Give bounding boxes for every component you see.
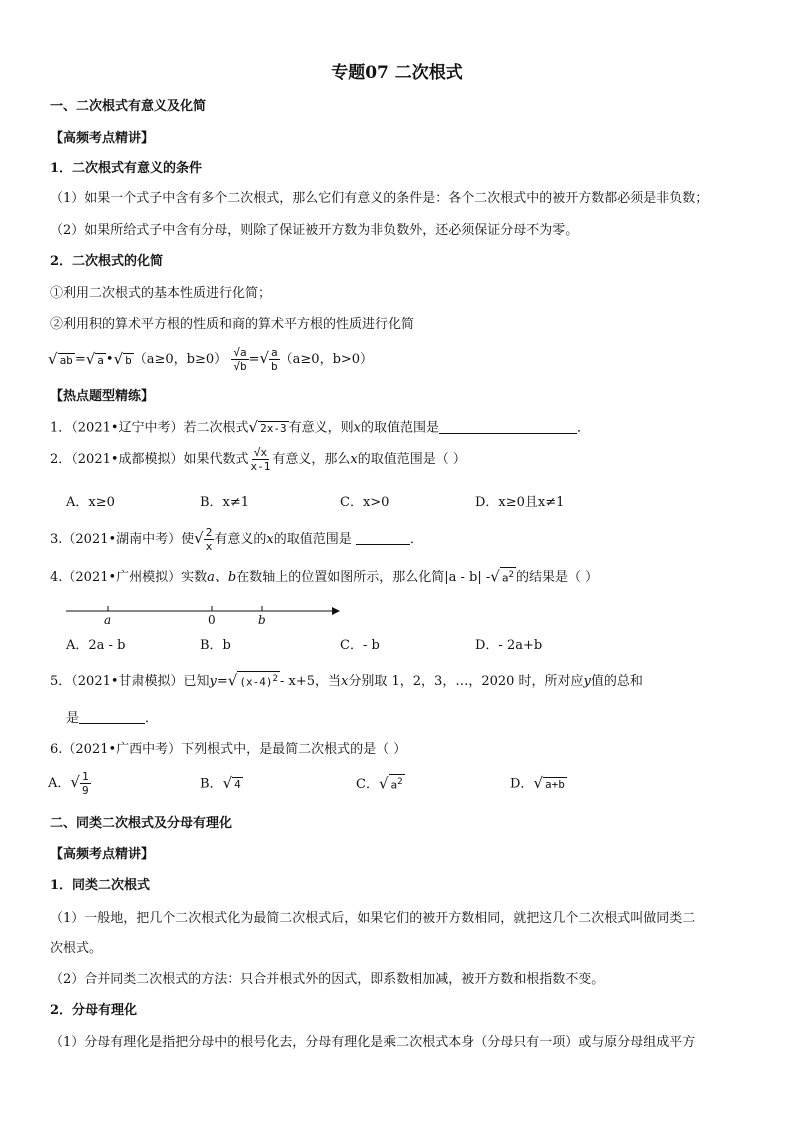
q6-option-c[interactable]: C．√ $a^2$ <box>356 774 403 793</box>
formula-line: √ ab =√ a •√ b （a≥0，b≥0） $\frac{√a}{√b}$ =√ $\frac{a}{b}$ （a≥0，b>0） <box>48 346 374 373</box>
answer-blank-1[interactable] <box>439 420 577 434</box>
condition-2: （a≥0，b>0） <box>279 352 374 367</box>
page-title: 专题07 二次根式 <box>331 63 463 83</box>
section-1-tag: 【高频考点精讲】 <box>50 131 155 146</box>
sqrt-ab: √ ab <box>48 349 73 368</box>
s2-point-2-title: 2．分母有理化 <box>50 1003 138 1018</box>
point-2-line-1: ①利用二次根式的基本性质进行化简； <box>50 286 272 301</box>
axis-label-a: a <box>104 613 112 627</box>
quotient-left: $\frac{√a}{√b}$ <box>233 346 247 373</box>
section-2-heading: 二、同类二次根式及分母有理化 <box>50 816 233 831</box>
s2-point-2-line-1: （1）分母有理化是指把分母中的根号化去，分母有理化是乘二次根式本身（分母只有一项）或与原分母组成平方 <box>50 1035 696 1050</box>
question-4: 4.（2021•广州模拟）实数a、b在数轴上的位置如图所示，那么化简|a - b| -√ $a^2$ 的结果是（ ） <box>50 567 599 586</box>
sqrt-a: √ a <box>85 349 104 368</box>
q2-option-b[interactable]: B．x≠1 <box>200 495 250 510</box>
q4-option-c[interactable]: C．- b <box>340 638 380 653</box>
s2-point-1-line-1b: 次根式。 <box>50 941 103 956</box>
q2-option-c[interactable]: C．x>0 <box>340 495 390 510</box>
point-1-line-1: （1）如果一个式子中含有多个二次根式，那么它们有意义的条件是：各个二次根式中的被开方数都必须是非负数； <box>50 191 709 206</box>
question-5: 5．（2021•甘肃模拟）已知y=√ $(x-4)^2 - x+5$，当x分别取 1，2，3，…，2020 时，所对应y值的总和 <box>50 671 643 690</box>
point-1-title: 1．二次根式有意义的条件 <box>50 161 203 176</box>
q2-option-a[interactable]: A．x≥0 <box>66 495 115 510</box>
point-2-line-2: ②利用积的算术平方根的性质和商的算术平方根的性质进行化简 <box>50 317 415 332</box>
axis-label-b: b <box>258 613 266 627</box>
s2-point-1-line-2: （2）合并同类二次根式的方法：只合并根式外的因式，即系数相加减，被开方数和根指数不变。 <box>50 972 605 987</box>
q4-option-a[interactable]: A．2a - b <box>66 638 126 653</box>
q6-option-b[interactable]: B．√ 4 <box>200 774 241 792</box>
section-1-heading: 一、二次根式有意义及化简 <box>50 99 207 114</box>
section-1-tag-2: 【热点题型精练】 <box>50 389 155 404</box>
q4-option-d[interactable]: D．- 2a+b <box>475 638 543 653</box>
s2-point-1-title: 1．同类二次根式 <box>50 878 151 893</box>
arrow-icon <box>332 607 340 615</box>
q6-option-d[interactable]: D．√ a+b <box>510 774 565 792</box>
q6-option-a[interactable]: A．√ $\frac{1}{9}$ <box>48 770 89 797</box>
sqrt-b: √ b <box>113 349 132 368</box>
section-2-tag: 【高频考点精讲】 <box>50 847 155 862</box>
condition-1: （a≥0，b≥0） <box>133 352 228 367</box>
point-2-title: 2．二次根式的化简 <box>50 254 164 269</box>
point-1-line-2: （2）如果所给式子中含有分母，则除了保证被开方数为非负数外，还必须保证分母不为零。 <box>50 223 579 238</box>
quotient-right: $\frac{a}{b}$ <box>271 346 278 373</box>
q2-option-d[interactable]: D．x≥0且x≠1 <box>475 495 565 510</box>
q4-option-b[interactable]: B．b <box>200 638 231 653</box>
question-6: 6.（2021•广西中考）下列根式中，是最简二次根式的是（ ） <box>50 742 407 757</box>
question-5-line-2: 是 ． <box>66 711 159 726</box>
s2-point-1-line-1: （1）一般地，把几个二次根式化为最简二次根式后，如果它们的被开方数相同，就把这几个二次根式叫做同类二 <box>50 911 696 926</box>
question-2: 2．（2021•成都模拟）如果代数式 $\frac{√x}{x-1}$ 有意义，那么x的取值范围是（ ） <box>50 446 466 473</box>
question-3: 3.（2021•湖南中考）使√ $\frac{2}{x}$ 有意义的x的取值范围是 ． <box>50 526 423 553</box>
answer-blank-3[interactable] <box>356 531 410 545</box>
axis-label-0: 0 <box>208 613 216 627</box>
answer-blank-5[interactable] <box>79 710 145 724</box>
question-1: 1．（2021•辽宁中考）若二次根式√ 2x-3 有意义，则x的取值范围是 ． <box>50 418 590 436</box>
